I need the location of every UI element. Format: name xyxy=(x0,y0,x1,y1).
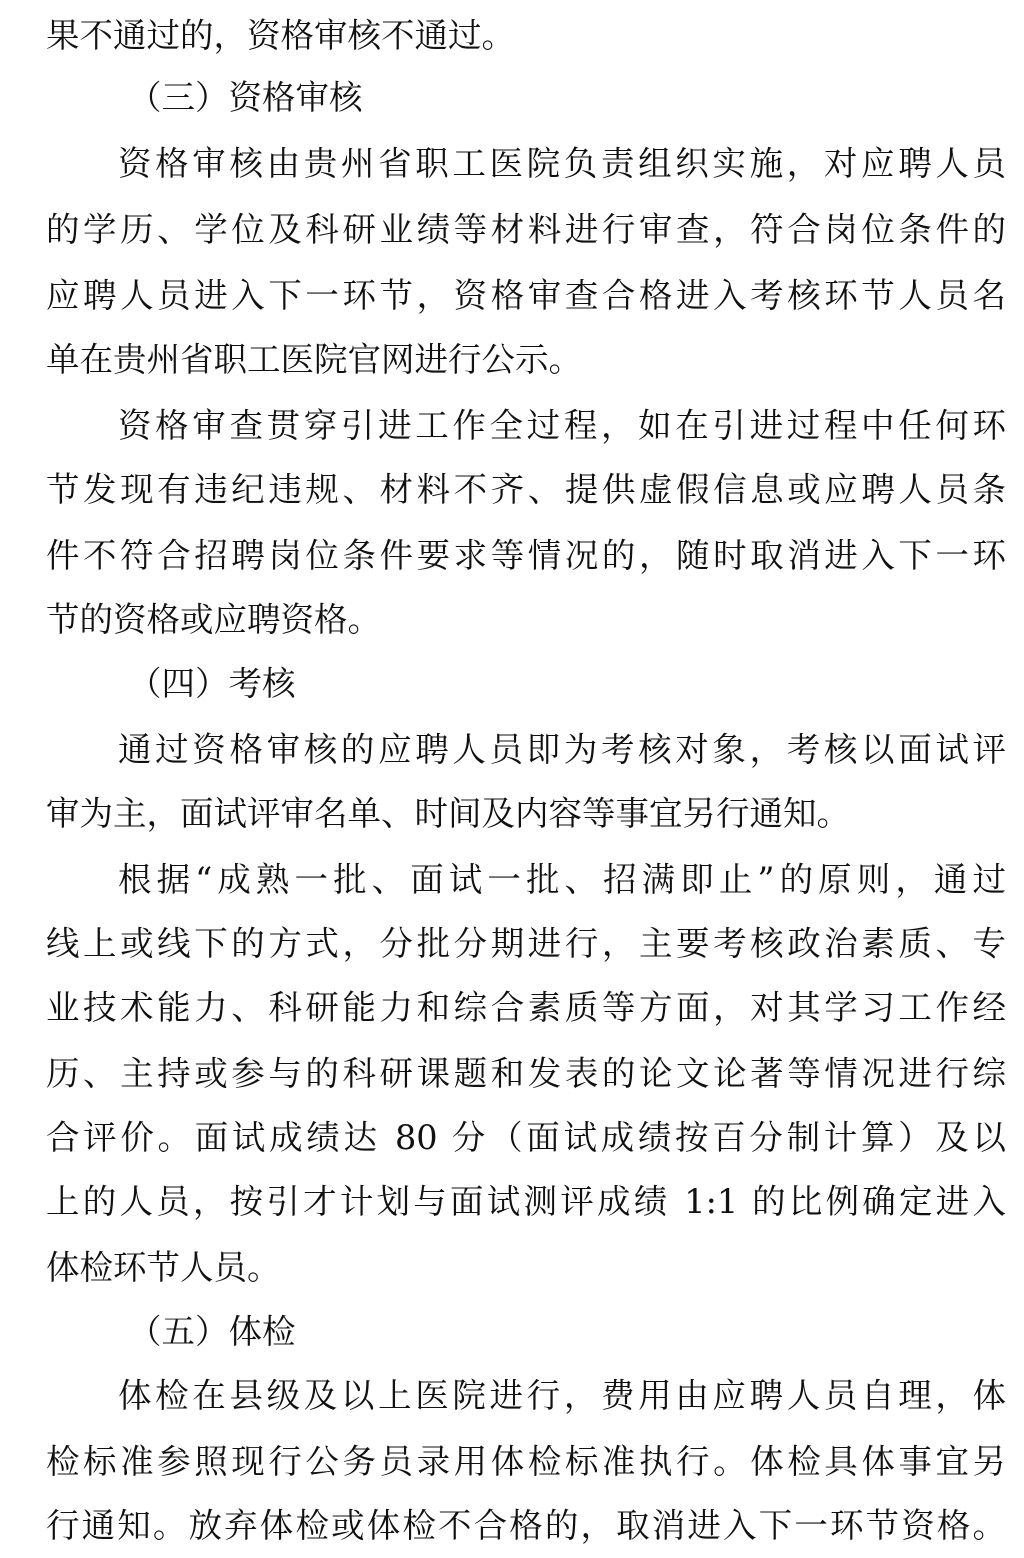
paragraph-line: 通过资格审核的应聘人员即为考核对象，考核以面试评 xyxy=(118,730,1006,769)
paragraph-line: 检标准参照现行公务员录用体检标准执行。体检具体事宜另 xyxy=(46,1442,1006,1481)
paragraph-line: 业技术能力、科研能力和综合素质等方面，对其学习工作经 xyxy=(46,988,1006,1027)
paragraph-line: 资格审核由贵州省职工医院负责组织实施，对应聘人员 xyxy=(118,144,1006,183)
paragraph-line: 节发现有违纪违规、材料不齐、提供虚假信息或应聘人员条 xyxy=(46,470,1006,509)
paragraph-line: 线上或线下的方式，分批分期进行，主要考核政治素质、专 xyxy=(46,924,1006,963)
paragraph-line: 上的人员，按引才计划与面试测评成绩 1:1 的比例确定进入 xyxy=(46,1182,1006,1221)
paragraph-line: 的学历、学位及科研业绩等材料进行审查，符合岗位条件的 xyxy=(46,210,1006,249)
section-heading-four: （四）考核 xyxy=(128,664,296,703)
paragraph-line: 合评价。面试成绩达 80 分（面试成绩按百分制计算）及以 xyxy=(46,1118,1006,1157)
paragraph-line: 节的资格或应聘资格。 xyxy=(46,600,381,639)
section-heading-three: （三）资格审核 xyxy=(128,78,363,117)
paragraph-line: 审为主，面试评审名单、时间及内容等事宜另行通知。 xyxy=(46,794,850,833)
paragraph-line: 行通知。放弃体检或体检不合格的，取消进入下一环节资格。 xyxy=(46,1506,1006,1545)
paragraph-line: 资格审查贯穿引进工作全过程，如在引进过程中任何环 xyxy=(118,406,1006,445)
paragraph-line: 体检环节人员。 xyxy=(46,1248,281,1287)
paragraph-line: 单在贵州省职工医院官网进行公示。 xyxy=(46,340,582,379)
paragraph-line: 历、主持或参与的科研课题和发表的论文论著等情况进行综 xyxy=(46,1054,1006,1093)
paragraph-line: 体检在县级及以上医院进行，费用由应聘人员自理，体 xyxy=(118,1376,1006,1415)
section-heading-five: （五）体检 xyxy=(128,1312,296,1351)
paragraph-line: 应聘人员进入下一环节，资格审查合格进入考核环节人员名 xyxy=(46,276,1006,315)
paragraph-line: 件不符合招聘岗位条件要求等情况的，随时取消进入下一环 xyxy=(46,536,1006,575)
paragraph-line: 果不通过的，资格审核不通过。 xyxy=(46,16,515,55)
paragraph-line: 根据“成熟一批、面试一批、招满即止”的原则，通过 xyxy=(118,860,1006,899)
